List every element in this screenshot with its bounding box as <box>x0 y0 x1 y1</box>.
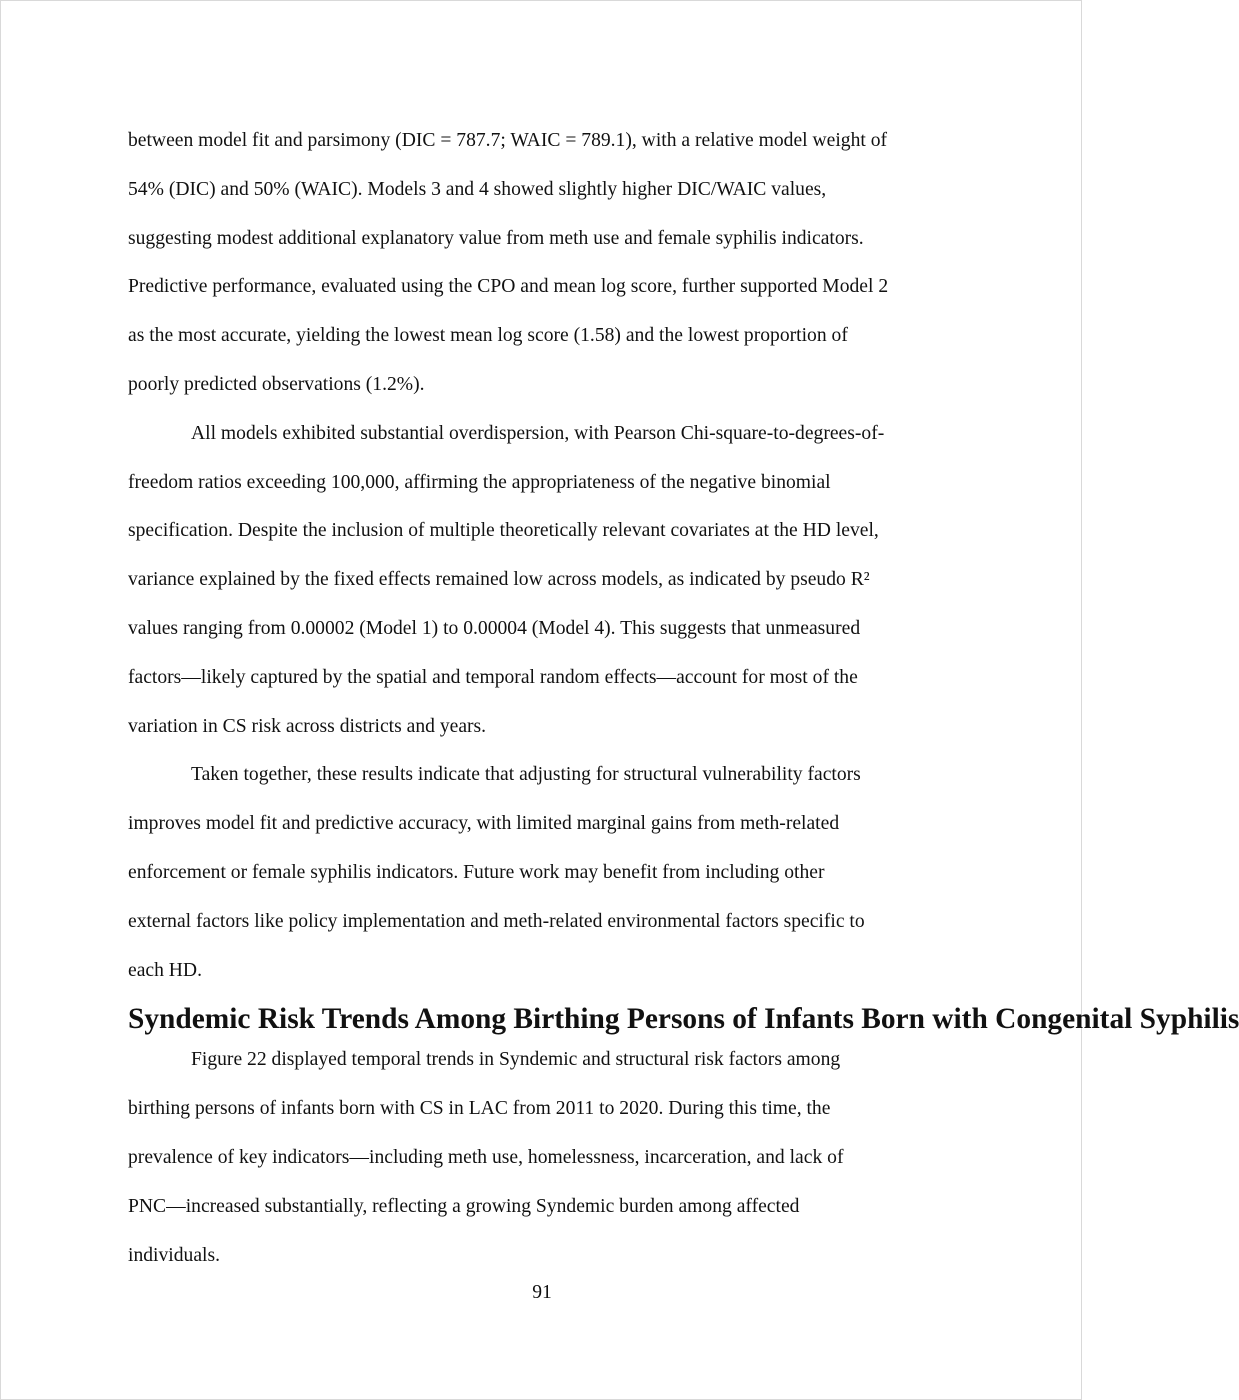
text-line: suggesting modest additional explanatory value from meth use and female syphilis indicators. <box>128 227 864 249</box>
text-line: Predictive performance, evaluated using the CPO and mean log score, further supported Model 2 <box>128 276 889 298</box>
text-line: prevalence of key indicators—including meth use, homelessness, incarceration, and lack of <box>128 1146 844 1168</box>
text-line: individuals. <box>128 1244 220 1266</box>
text-line: Taken together, these results indicate that adjusting for structural vulnerability factors <box>191 764 861 786</box>
page-number: 91 <box>532 1282 552 1303</box>
paragraph-summary <box>128 751 958 995</box>
text-line: enforcement or female syphilis indicators. Future work may benefit from including other <box>128 861 825 883</box>
text-line: values ranging from 0.00002 (Model 1) to 0.00004 (Model 4). This suggests that unmeasured <box>128 617 861 639</box>
text-line: improves model fit and predictive accuracy, with limited marginal gains from meth-related <box>128 813 840 835</box>
text-line: birthing persons of infants born with CS in LAC from 2011 to 2020. During this time, the <box>128 1098 831 1120</box>
text-line: 54% (DIC) and 50% (WAIC). Models 3 and 4 showed slightly higher DIC/WAIC values, <box>128 178 827 200</box>
text-line: Figure 22 displayed temporal trends in Syndemic and structural risk factors among <box>191 1049 841 1071</box>
text-line: specification. Despite the inclusion of multiple theoretically relevant covariates at the HD level, <box>128 520 879 542</box>
text-line: between model fit and parsimony (DIC = 787.7; WAIC = 789.1), with a relative model weight of <box>128 130 888 151</box>
text-line: PNC—increased substantially, reflecting a growing Syndemic burden among affected <box>128 1195 800 1217</box>
body-text <box>128 117 1239 1280</box>
text-line: poorly predicted observations (1.2%). <box>128 373 425 395</box>
text-line: as the most accurate, yielding the lowest mean log score (1.58) and the lowest proportion of <box>128 325 848 347</box>
text-line: each HD. <box>128 959 202 981</box>
paragraph-model-fit <box>128 117 958 410</box>
paragraph-overdispersion <box>128 410 958 752</box>
text-line: freedom ratios exceeding 100,000, affirming the appropriateness of the negative binomial <box>128 471 831 493</box>
section-heading: Syndemic Risk Trends Among Birthing Persons of Infants Born with Congenital Syphilis <box>128 1003 1239 1036</box>
text-line: All models exhibited substantial overdispersion, with Pearson Chi-square-to-degrees-of- <box>191 422 885 444</box>
text-line: variance explained by the fixed effects remained low across models, as indicated by pseudo R² <box>128 569 870 591</box>
text-line: external factors like policy implementation and meth-related environmental factors specific to <box>128 910 865 932</box>
paragraph-syndemic-trends <box>128 1036 958 1280</box>
text-line: variation in CS risk across districts and years. <box>128 715 487 737</box>
text-line: factors—likely captured by the spatial and temporal random effects—account for most of the <box>128 666 858 688</box>
